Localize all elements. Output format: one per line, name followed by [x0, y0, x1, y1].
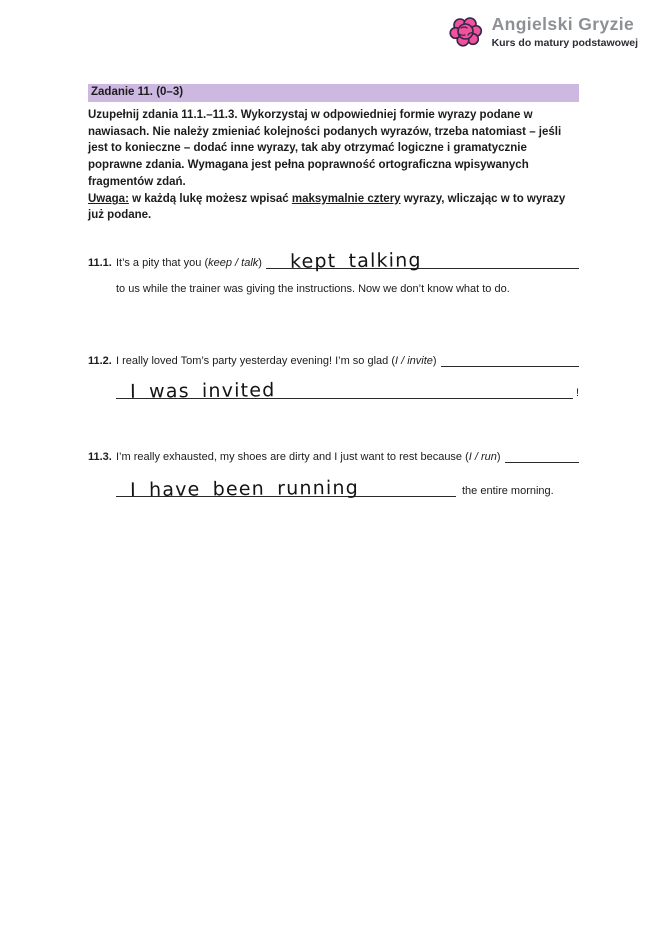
- answer-blank: [116, 379, 573, 403]
- sentence-start: It’s a pity that you (: [116, 257, 209, 269]
- exercise-item-11-3: [88, 448, 579, 502]
- brand-text-block: [492, 14, 638, 49]
- brain-icon: [449, 16, 483, 48]
- verb-hint: I / invite: [395, 355, 433, 367]
- exercise-item-11-1: [88, 249, 579, 297]
- answer-line: [116, 476, 579, 502]
- note-label: Uwaga:: [88, 192, 129, 205]
- answer-blank-short: [441, 352, 579, 367]
- item-sentence: [116, 257, 262, 269]
- verb-hint: keep / talk: [208, 257, 259, 269]
- brand-tagline: Kurs do matury podstawowej: [491, 37, 638, 49]
- sentence-end-punctuation: !: [575, 387, 579, 399]
- handwritten-answer: kept talking: [289, 249, 422, 273]
- handwritten-answer: I was invited: [129, 379, 276, 403]
- brand-header: [449, 14, 638, 49]
- item-number: 11.3.: [88, 451, 112, 463]
- sentence-start: I’m really exhausted, my shoes are dirty and I just want to rest because (: [116, 451, 469, 463]
- task-block: [88, 84, 579, 224]
- item-sentence: [116, 451, 501, 463]
- sentence-start: I really loved Tom’s party yesterday evening! I’m so glad (: [116, 355, 396, 367]
- item-line: [88, 448, 579, 463]
- brand-name: Angielski Gryzie: [491, 14, 635, 34]
- item-line: [88, 249, 579, 273]
- task-title-bar: Zadanie 11. (0–3): [88, 84, 579, 102]
- sentence-paren: ): [496, 451, 501, 463]
- verb-hint: I / run: [468, 451, 497, 463]
- item-number: 11.2.: [88, 355, 112, 367]
- sentence-paren: ): [258, 257, 262, 269]
- answer-blank: [266, 249, 579, 273]
- sentence-continuation: to us while the trainer was giving the instructions. Now we don’t know what to do.: [116, 283, 510, 295]
- task-instructions: Uzupełnij zdania 11.1.–11.3. Wykorzystaj w odpowiedniej formie wyrazy podane w nawiasach. Nie należy zmieniać kolejności podanych wyrazów, trzeba natomiast – jeśli jest to konieczne – dodać inne wyrazy, tak aby otrzymać logiczne i gramatycznie poprawne zdania. Wymagana jest pełna poprawność ortograficzna wpisywanych fragmentów zdań.: [88, 108, 562, 188]
- answer-blank: [116, 476, 456, 502]
- item-number: 11.1.: [88, 257, 112, 269]
- answer-line: [116, 379, 579, 403]
- item-sentence: [116, 355, 437, 367]
- note-part1: w każdą lukę możesz wpisać: [128, 192, 292, 205]
- exercise-item-11-2: [88, 352, 579, 403]
- sentence-tail: the entire morning.: [462, 485, 554, 497]
- handwritten-answer: I have been running: [129, 476, 360, 502]
- task-note: [88, 191, 579, 225]
- answer-blank-short: [505, 448, 579, 463]
- note-underlined: maksymalnie cztery: [291, 192, 401, 205]
- note-part2: wyrazy, wliczając w to wyrazy już podane.: [88, 192, 566, 222]
- sentence-paren: ): [432, 355, 437, 367]
- item-line: [88, 352, 579, 367]
